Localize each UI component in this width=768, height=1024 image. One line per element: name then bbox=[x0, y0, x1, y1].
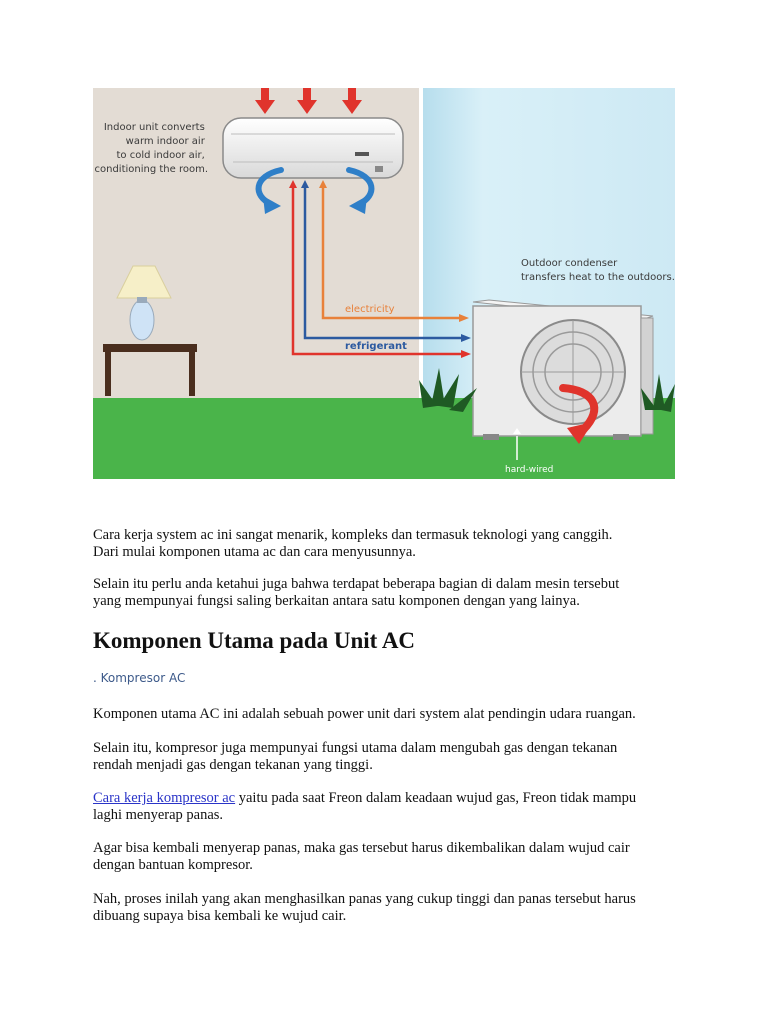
section-paragraph-3 bbox=[93, 790, 693, 824]
text-line: laghi menyerap panas. bbox=[93, 807, 224, 823]
text-line: Nah, proses inilah yang akan menghasilkan panas yang cukup tinggi dan panas tersebut harus bbox=[93, 891, 636, 907]
text-line: yang mempunyai fungsi saling berkaitan antara satu komponen dengan yang lainya. bbox=[93, 593, 580, 609]
section-paragraph-4 bbox=[93, 840, 693, 874]
text-line: dengan bantuan kompresor. bbox=[93, 857, 253, 873]
text-fragment: yaitu pada saat Freon dalam keadaan wujud gas, Freon tidak mampu bbox=[235, 790, 637, 806]
text-line: Selain itu perlu anda ketahui juga bahwa terdapat beberapa bagian di dalam mesin tersebut bbox=[93, 576, 620, 592]
refrigerant-label: refrigerant bbox=[345, 341, 407, 352]
text-line: dibuang supaya bisa kembali ke wujud cair. bbox=[93, 908, 347, 924]
text-line: Agar bisa kembali menyerap panas, maka gas tersebut harus dikembalikan dalam wujud cair bbox=[93, 840, 630, 856]
outdoor-label: Outdoor condenser transfers heat to the outdoors. bbox=[521, 258, 675, 283]
text-line: Dari mulai komponen utama ac dan cara menyusunnya. bbox=[93, 544, 416, 560]
section-heading: Komponen Utama pada Unit AC bbox=[93, 628, 416, 653]
section-paragraph-1 bbox=[93, 706, 693, 723]
text-line: Selain itu, kompresor juga mempunyai fungsi utama dalam mengubah gas dengan tekanan bbox=[93, 740, 618, 756]
ac-diagram bbox=[93, 88, 675, 479]
section-paragraph-5 bbox=[93, 891, 693, 925]
compressor-link[interactable]: Cara kerja kompresor ac bbox=[93, 790, 236, 806]
text-line: Komponen utama AC ini adalah sebuah power unit dari system alat pendingin udara ruangan. bbox=[93, 706, 636, 722]
section-subheading: . Kompresor AC bbox=[93, 671, 186, 685]
ac-diagram-figure bbox=[93, 88, 675, 479]
intro-paragraph-1 bbox=[93, 527, 693, 561]
outdoor-unit bbox=[473, 300, 653, 440]
hardwired-label: hard-wired bbox=[505, 465, 554, 475]
intro-paragraph-2 bbox=[93, 576, 693, 610]
section-paragraph-2 bbox=[93, 740, 693, 774]
text-line: Cara kerja system ac ini sangat menarik, kompleks dan termasuk teknologi yang canggih. bbox=[93, 527, 613, 543]
indoor-unit bbox=[223, 118, 403, 178]
text-line: rendah menjadi gas dengan tekanan yang tinggi. bbox=[93, 757, 373, 773]
electricity-label: electricity bbox=[345, 304, 395, 315]
indoor-label: Indoor unit converts warm indoor air to cold indoor air, conditioning the room. bbox=[94, 122, 208, 175]
text-line bbox=[93, 790, 693, 807]
